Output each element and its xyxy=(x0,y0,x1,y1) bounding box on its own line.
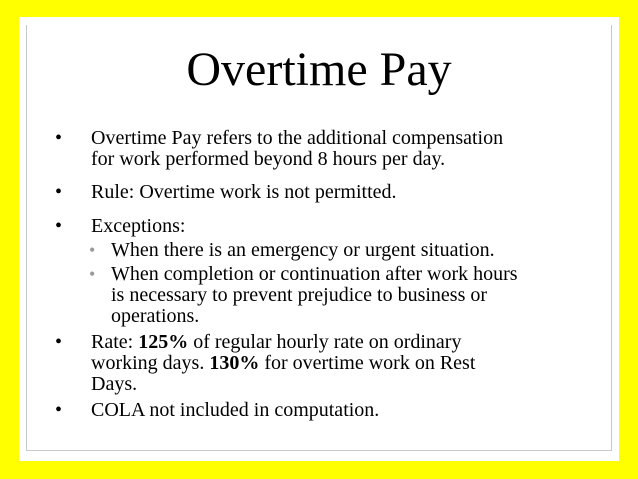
rate-regular-value: 125% xyxy=(138,331,189,353)
bullet-line: Exceptions: xyxy=(91,215,186,237)
bullet-line: for work performed beyond 8 hours per day. xyxy=(91,148,446,170)
rate-line2-suffix: for overtime work on Rest xyxy=(259,352,476,374)
bullet-line xyxy=(91,353,475,374)
sub-bullet-icon: • xyxy=(89,240,96,260)
sub-bullet-icon: • xyxy=(89,264,96,284)
bullet-icon: • xyxy=(55,399,63,421)
bullet-icon: • xyxy=(55,181,63,203)
sub-bullet-line: operations. xyxy=(111,305,200,327)
sub-bullet-line: When there is an emergency or urgent situation. xyxy=(111,239,495,261)
slide-title: Overtime Pay xyxy=(186,43,452,96)
rate-rest-value: 130% xyxy=(209,352,260,374)
bullet-line: COLA not included in computation. xyxy=(91,399,380,421)
bullet-list xyxy=(19,17,619,461)
bullet-icon: • xyxy=(55,331,63,353)
rate-prefix: Rate: xyxy=(91,331,139,353)
sub-bullet-line: When completion or continuation after work hours xyxy=(111,263,518,285)
bullet-text xyxy=(91,332,475,395)
sub-bullet-line: is necessary to prevent prejudice to business or xyxy=(111,284,488,306)
bullet-text xyxy=(91,128,503,170)
bullet-line: Overtime Pay refers to the additional compensation xyxy=(91,127,504,149)
bullet-icon: • xyxy=(55,215,63,237)
rate-line1-suffix: of regular hourly rate on ordinary xyxy=(188,331,462,353)
slide xyxy=(19,17,619,461)
rate-line2-prefix: working days. xyxy=(91,352,210,374)
bullet-line: Rule: Overtime work is not permitted. xyxy=(91,181,397,203)
bullet-line: Days. xyxy=(91,373,138,395)
bullet-icon: • xyxy=(55,127,63,149)
bullet-text xyxy=(91,216,185,237)
sub-bullet-text xyxy=(111,240,495,261)
bullet-line xyxy=(91,332,475,353)
bullet-text xyxy=(91,400,379,421)
bullet-text xyxy=(91,182,397,203)
sub-bullet-text xyxy=(111,264,518,327)
